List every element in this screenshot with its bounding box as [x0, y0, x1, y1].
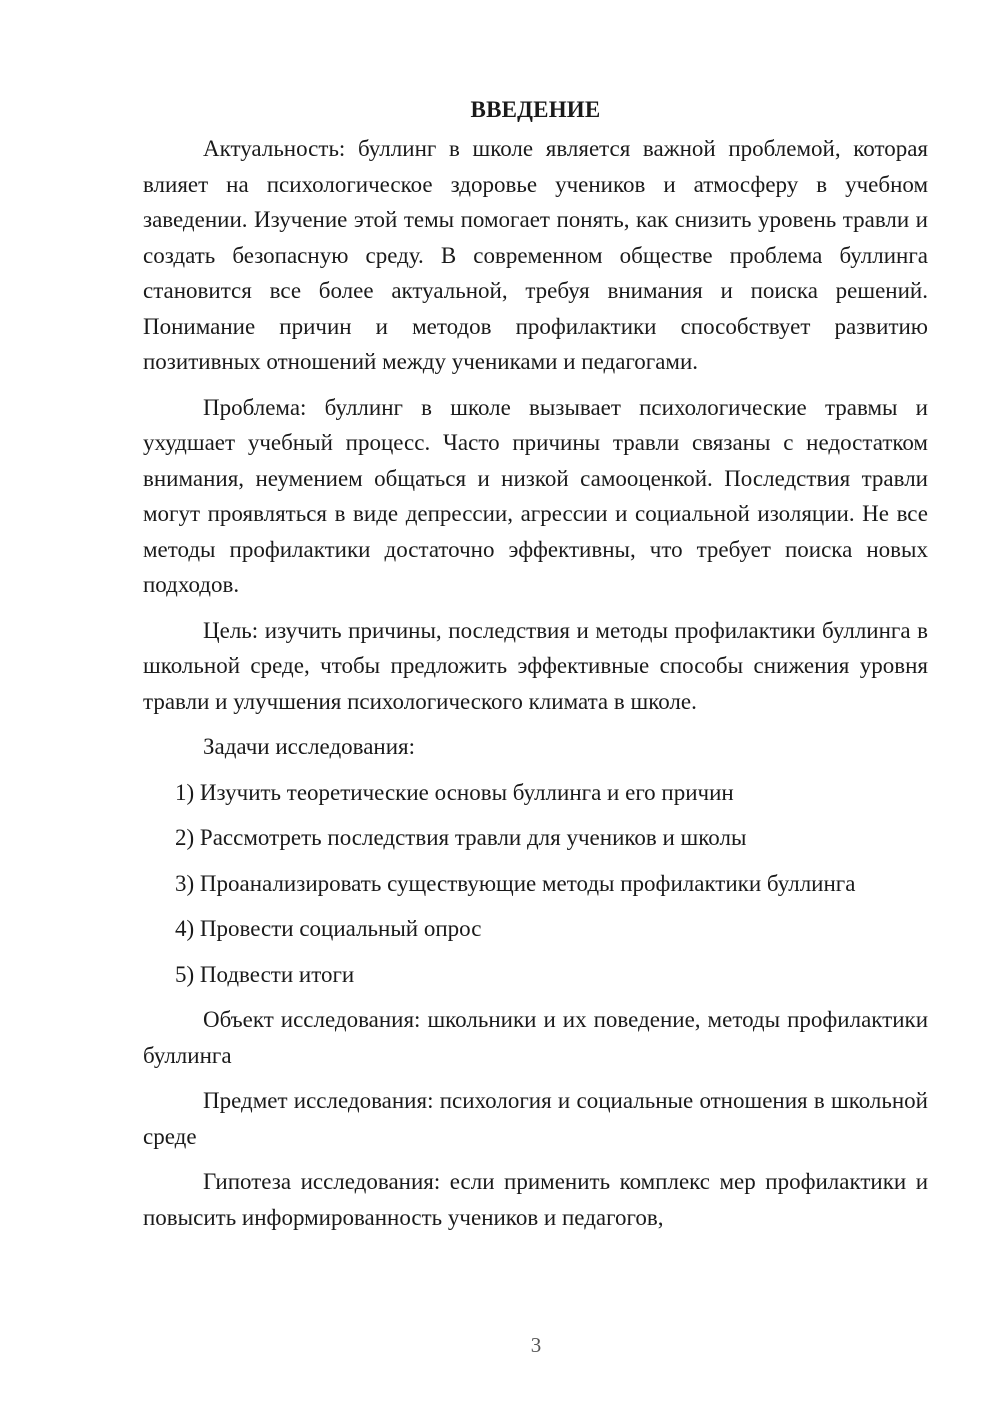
list-item: 1) Изучить теоретические основы буллинга и его причин — [175, 779, 734, 805]
paragraph-problem: Проблема: буллинг в школе вызывает психологические травмы и ухудшает учебный процесс. Часто причины травли связаны с недостатком внимания, неумением общаться и низкой самооценкой. Последствия травли могут проявляться в виде депрессии, агрессии и социальной изоляции. Не все методы профилактики достаточно эффективны, что требует поиска новых подходов. — [143, 394, 928, 597]
paragraph-object: Объект исследования: школьники и их поведение, методы профилактики буллинга — [143, 1007, 928, 1068]
tasks-title: Задачи исследования: — [203, 734, 416, 759]
document-page — [143, 92, 928, 1245]
paragraph-subject: Предмет исследования: психология и социальные отношения в школьной среде — [143, 1088, 928, 1149]
paragraph-relevance: Актуальность: буллинг в школе является важной проблемой, которая влияет на психологическое здоровье учеников и атмосферу в учебном заведении. Изучение этой темы помогает понять, как снизить уровень травли и создать безопасную среду. В современном обществе проблема буллинга становится все более актуальной, требуя внимания и поиска решений. Понимание причин и методов профилактики способствует развитию позитивных отношений между учениками и педагогами. — [143, 136, 928, 374]
paragraph-hypothesis: Гипотеза исследования: если применить комплекс мер профилактики и повысить информированность учеников и педагогов, — [143, 1169, 928, 1230]
list-item: 2) Рассмотреть последствия травли для учеников и школы — [175, 825, 747, 850]
list-item: 5) Подвести итоги — [175, 961, 355, 987]
list-item: 4) Провести социальный опрос — [175, 916, 482, 941]
page-number: 3 — [530, 1333, 542, 1357]
list-item: 3) Проанализировать существующие методы профилактики буллинга — [175, 870, 856, 896]
page-title: ВВЕДЕНИЕ — [470, 97, 601, 122]
paragraph-goal: Цель: изучить причины, последствия и методы профилактики буллинга в школьной среде, чтобы предложить эффективные способы снижения уровня травли и улучшения психологического климата в школе. — [143, 617, 928, 714]
tasks-list — [143, 775, 928, 993]
